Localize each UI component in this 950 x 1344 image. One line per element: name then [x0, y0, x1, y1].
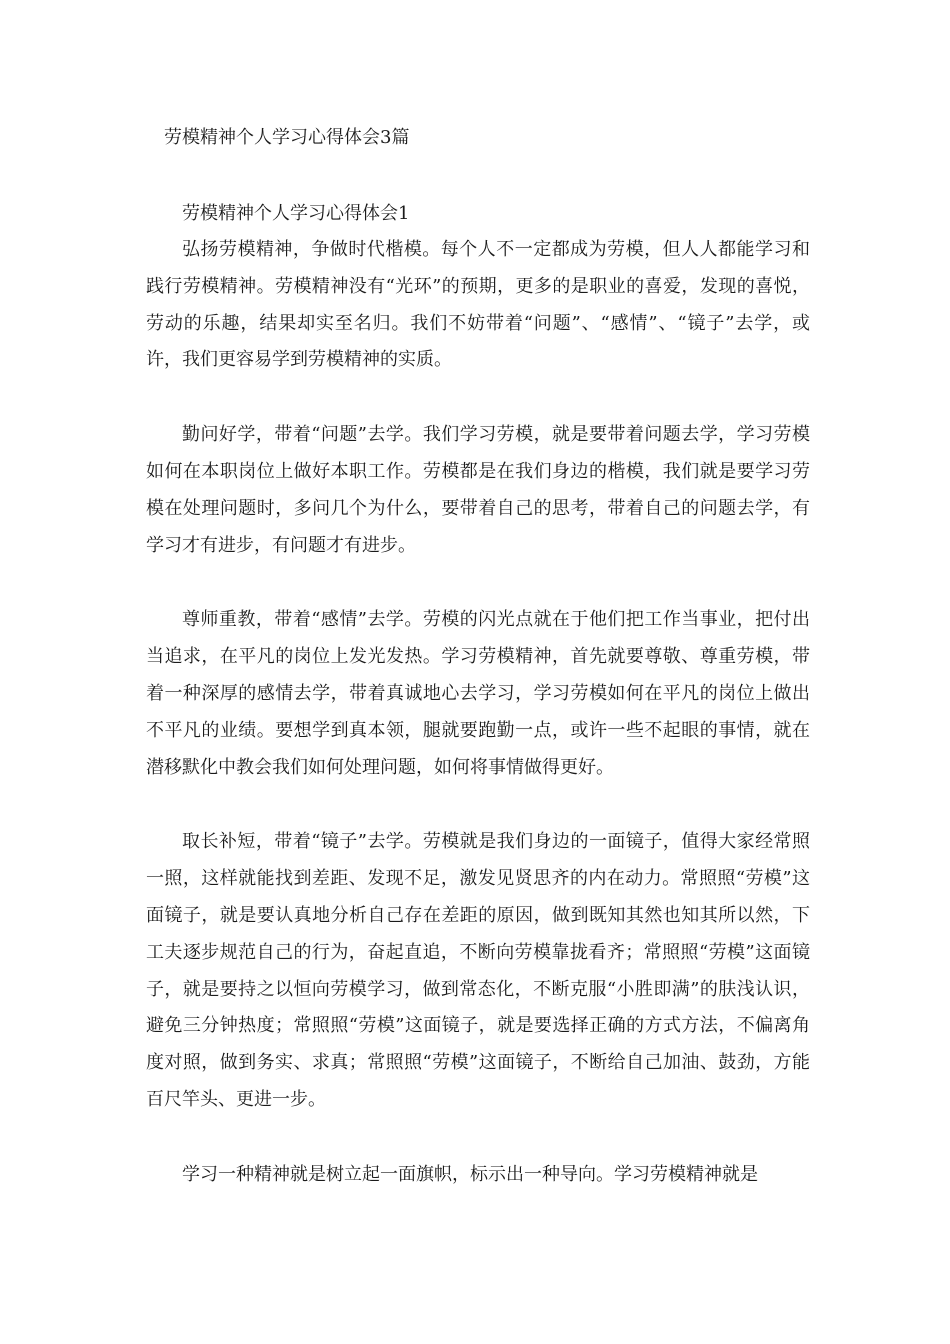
paragraph-5: 学习一种精神就是树立起一面旗帜，标示出一种导向。学习劳模精神就是 [182, 1163, 758, 1185]
document-title: 劳模精神个人学习心得体会3篇 [164, 127, 410, 148]
paragraph-1: 弘扬劳模精神，争做时代楷模。每个人不一定都成为劳模，但人人都能学习和践行劳模精神。劳模精神没有“光环”的预期，更多的是职业的喜爱，发现的喜悦，劳动的乐趣，结果却实至名归。我们不妨带着“问题”、“感情”、“镜子”去学，或许，我们更容易学到劳模精神的实质。 [146, 239, 810, 371]
document-body [146, 196, 810, 1232]
paragraph-4: 取长补短，带着“镜子”去学。劳模就是我们身边的一面镜子，值得大家经常照一照，这样就能找到差距、发现不足，激发见贤思齐的内在动力。常照照“劳模”这面镜子，就是要认真地分析自己存在差距的原因，做到既知其然也知其所以然，下工夫逐步规范自己的行为，奋起直追，不断向劳模靠拢看齐；常照照“劳模”这面镜子，就是要持之以恒向劳模学习，做到常态化，不断克服“小胜即满”的肤浅认识，避免三分钟热度；常照照“劳模”这面镜子，就是要选择正确的方式方法，不偏离角度对照，做到务实、求真；常照照“劳模”这面镜子，不断给自己加油、鼓劲，方能百尺竿头、更进一步。 [146, 831, 810, 1110]
paragraph-3: 尊师重教，带着“感情”去学。劳模的闪光点就在于他们把工作当事业，把付出当追求，在平凡的岗位上发光发热。学习劳模精神，首先就要尊敬、尊重劳模，带着一种深厚的感情去学，带着真诚地心去学习，学习劳模如何在平凡的岗位上做出不平凡的业绩。要想学到真本领，腿就要跑勤一点，或许一些不起眼的事情，就在潜移默化中教会我们如何处理问题，如何将事情做得更好。 [146, 609, 810, 778]
section-heading: 劳模精神个人学习心得体会1 [182, 203, 410, 224]
paragraph-2: 勤问好学，带着“问题”去学。我们学习劳模，就是要带着问题去学，学习劳模如何在本职岗位上做好本职工作。劳模都是在我们身边的楷模，我们就是要学习劳模在处理问题时，多问几个为什么，要带着自己的思考，带着自己的问题去学，有学习才有进步，有问题才有进步。 [146, 424, 810, 556]
